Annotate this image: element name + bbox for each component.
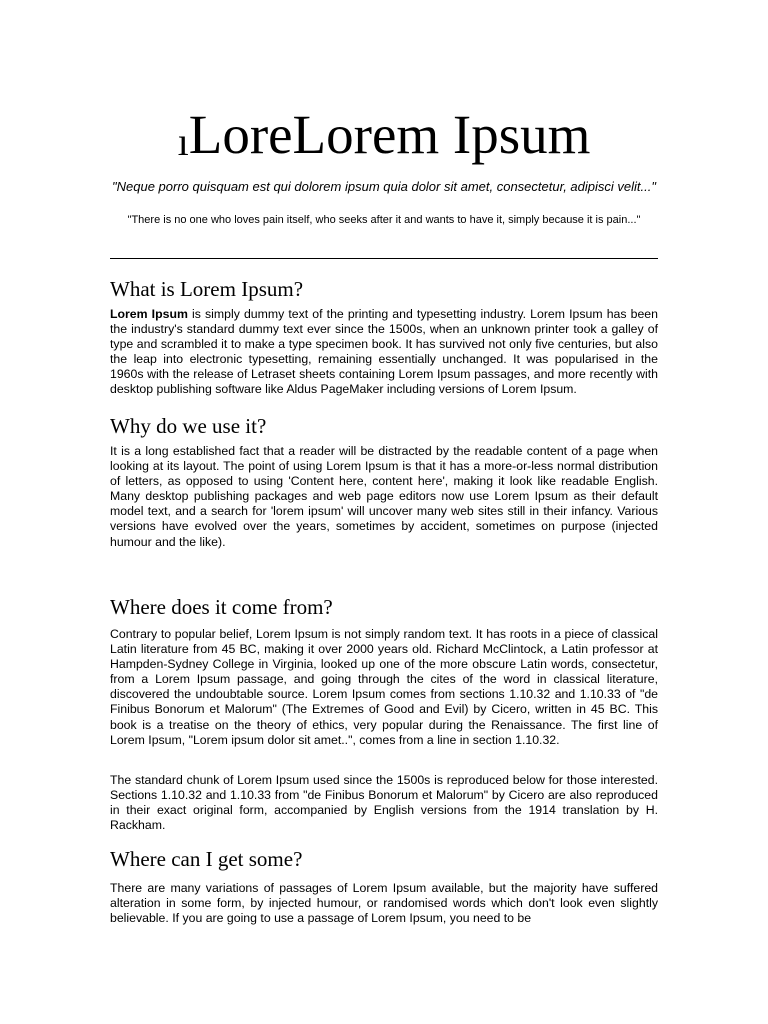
paragraph-text: is simply dummy text of the printing and typesetting industry. Lorem Ipsum has been the industry's standard dummy text ever since the 1500s, when an unknown printer took a galley of type and scrambled it to make a type specimen book. It has survived not only five centuries, but also the leap into electronic typesetting, remaining essentially unchanged. It was popularised in the 1960s with the release of Letraset sheets containing Lorem Ipsum passages, and more recently with desktop publishing software like Aldus PageMaker including versions of Lorem Ipsum.: [110, 307, 658, 397]
section-heading-what: What is Lorem Ipsum?: [110, 277, 304, 301]
latin-quote: "Neque porro quisquam est qui dolorem ipsum quia dolor sit amet, consectetur, adipisci velit...": [112, 179, 656, 194]
section-paragraph-get: There are many variations of passages of Lorem Ipsum available, but the majority have suffered alteration in some form, by injected humour, or randomised words which don't look even slightly believable. If you are going to use a passage of Lorem Ipsum, you need to be: [110, 881, 658, 926]
page-title: [110, 103, 658, 174]
document-page: [110, 0, 658, 1024]
section-paragraph-where-1: Contrary to popular belief, Lorem Ipsum is not simply random text. It has roots in a piece of classical Latin literature from 45 BC, making it over 2000 years old. Richard McClintock, a Latin professor at Hampden-Sydney College in Virginia, looked up one of the more obscure Latin words, consectetur, from a Lorem Ipsum passage, and going through the cites of the word in classical literature, discovered the undoubtable source. Lorem Ipsum comes from sections 1.10.32 and 1.10.33 of "de Finibus Bonorum et Malorum" (The Extremes of Good and Evil) by Cicero, written in 45 BC. This book is a treatise on the theory of ethics, very popular during the Renaissance. The first line of Lorem Ipsum, "Lorem ipsum dolor sit amet..", comes from a line in section 1.10.32.: [110, 627, 658, 747]
english-quote: "There is no one who loves pain itself, who seeks after it and wants to have it, simply because it is pain...": [127, 214, 641, 226]
bold-lead-term: Lorem Ipsum: [110, 307, 188, 321]
section-paragraph-where-2: The standard chunk of Lorem Ipsum used since the 1500s is reproduced below for those interested. Sections 1.10.32 and 1.10.33 from "de Finibus Bonorum et Malorum" by Cicero are also reproduced in their exact original form, accompanied by English versions from the 1914 translation by H. Rackham.: [110, 773, 658, 833]
section-heading-where: Where does it come from?: [110, 595, 333, 619]
title-text: LoreLorem Ipsum: [188, 104, 591, 165]
title-prefix-glyph: ı: [177, 119, 189, 164]
horizontal-divider: [110, 258, 658, 259]
section-heading-why: Why do we use it?: [110, 414, 267, 438]
section-heading-get: Where can I get some?: [110, 847, 303, 871]
section-paragraph-what: [110, 307, 658, 398]
section-paragraph-why: It is a long established fact that a reader will be distracted by the readable content of a page when looking at its layout. The point of using Lorem Ipsum is that it has a more-or-less normal distribution of letters, as opposed to using 'Content here, content here', making it look like readable English. Many desktop publishing packages and web page editors now use Lorem Ipsum as their default model text, and a search for 'lorem ipsum' will uncover many web sites still in their infancy. Various versions have evolved over the years, sometimes by accident, sometimes on purpose (injected humour and the like).: [110, 444, 658, 549]
